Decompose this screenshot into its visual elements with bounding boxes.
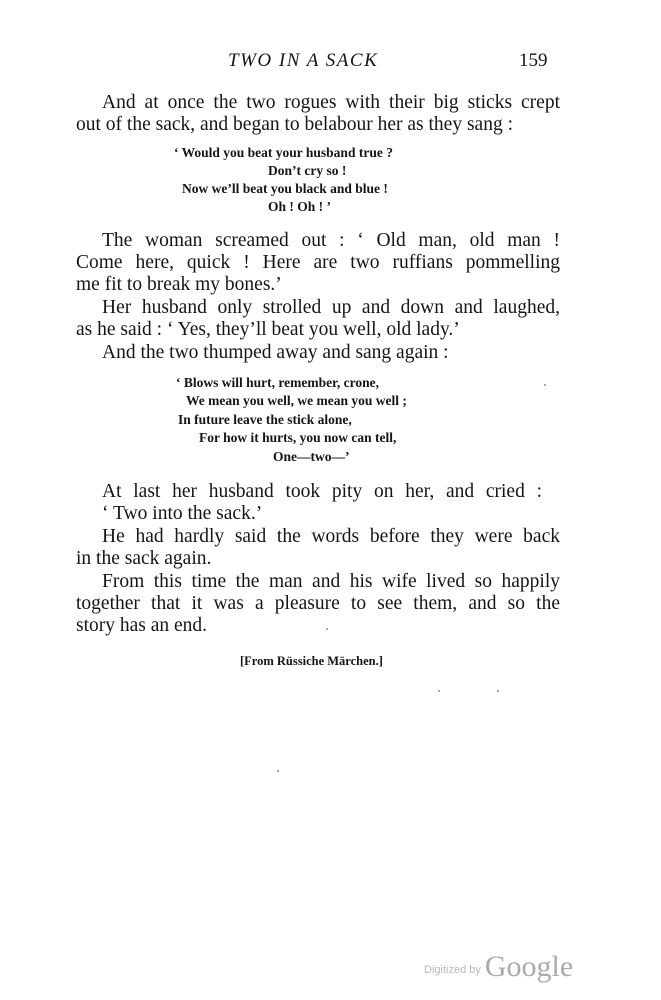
scan-speck — [438, 690, 440, 692]
body-line: story has an end. — [76, 615, 208, 636]
body-line: together that it was a pleasure to see them, and so the — [76, 593, 560, 614]
verse-line: One—two—’ — [273, 449, 350, 464]
body-line: as he said : ‘ Yes, they’ll beat you well, old lady.’ — [76, 319, 460, 340]
body-line: ‘ Two into the sack.’ — [102, 503, 263, 524]
watermark-prefix: Digitized by — [424, 964, 481, 976]
body-line: in the sack again. — [76, 548, 212, 569]
body-line: The woman screamed out : ‘ Old man, old man ! — [102, 230, 560, 251]
running-head — [0, 50, 661, 74]
verse-line: We mean you well, we mean you well ; — [186, 393, 407, 408]
verse-line: In future leave the stick alone, — [178, 412, 352, 427]
page-number: 159 — [519, 50, 548, 71]
body-line: From this time the man and his wife lived so happily — [102, 571, 560, 592]
scan-speck — [277, 770, 279, 772]
body-line: Come here, quick ! Here are two ruffians pommelling — [76, 252, 560, 273]
verse-line: Now we’ll beat you black and blue ! — [182, 181, 388, 196]
scan-speck — [326, 628, 328, 630]
scan-speck — [497, 690, 499, 692]
verse-line: For how it hurts, you now can tell, — [199, 430, 397, 445]
scan-speck — [544, 384, 546, 386]
body-line: out of the sack, and began to belabour her as they sang : — [76, 114, 513, 135]
source-note: [From Rüssiche Märchen.] — [240, 654, 383, 668]
body-line: Her husband only strolled up and down and laughed, — [102, 297, 560, 318]
body-line: At last her husband took pity on her, and cried : — [102, 481, 542, 502]
verse-line: Oh ! Oh ! ’ — [268, 199, 332, 214]
body-line: And the two thumped away and sang again : — [102, 342, 449, 363]
verse-line: Don’t cry so ! — [268, 163, 347, 178]
running-title: TWO IN A SACK — [228, 50, 379, 71]
google-logo: Google — [484, 950, 574, 983]
body-line: He had hardly said the words before they were back — [102, 526, 560, 547]
digitized-watermark — [424, 950, 573, 984]
body-line: And at once the two rogues with their big sticks crept — [102, 92, 560, 113]
verse-line: ‘ Would you beat your husband true ? — [174, 145, 393, 160]
verse-line: ‘ Blows will hurt, remember, crone, — [176, 375, 379, 390]
body-line: me fit to break my bones.’ — [76, 274, 282, 295]
